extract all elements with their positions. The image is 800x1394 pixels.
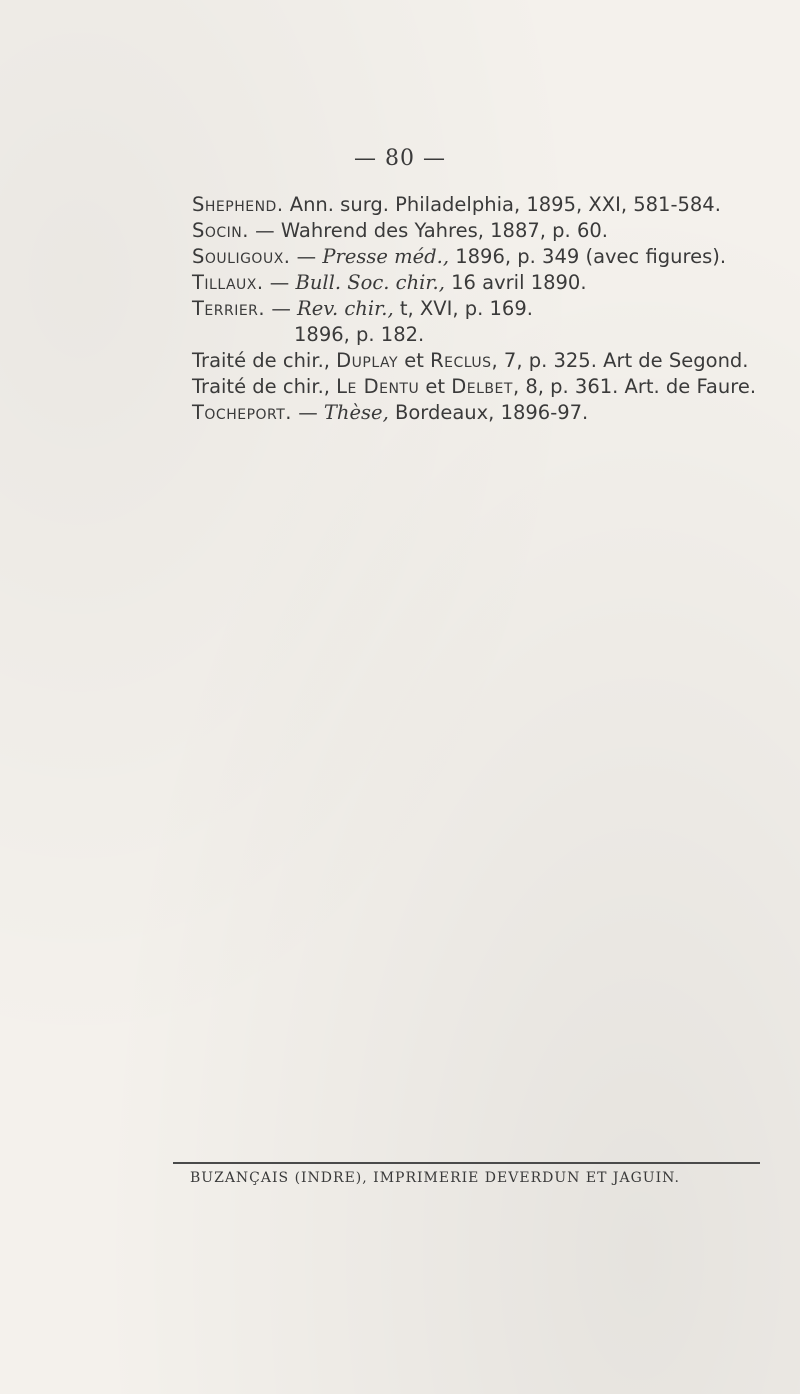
- reference-text: Bordeaux, 1896-97.: [388, 401, 589, 424]
- reference-author: Delbet: [451, 375, 513, 398]
- reference-terrier: [192, 296, 533, 322]
- reference-text: 1896, p. 349 (avec figures).: [449, 245, 727, 268]
- reference-author: Terrier.: [192, 297, 266, 320]
- reference-journal: Rev. chir.,: [297, 297, 394, 320]
- footer-rule: [173, 1162, 760, 1164]
- reference-tocheport: [192, 400, 588, 426]
- reference-author: Reclus: [430, 349, 492, 372]
- page-number: — 80 —: [354, 146, 446, 171]
- reference-dash: —: [263, 271, 296, 294]
- reference-text: t, XVI, p. 169.: [393, 297, 533, 320]
- reference-author: Tillaux.: [192, 271, 264, 294]
- printer-imprint: BUZANÇAIS (INDRE), IMPRIMERIE DEVERDUN ET JAGUIN.: [190, 1170, 680, 1186]
- reference-text: , 7, p. 325. Art de Segond.: [491, 349, 749, 372]
- reference-author: Tocheport.: [192, 401, 293, 424]
- reference-text: Traité de chir.,: [192, 375, 337, 398]
- reference-text: , 8, p. 361. Art. de Faure.: [512, 375, 757, 398]
- reference-terrier-continued: [294, 322, 424, 348]
- reference-author: Souligoux.: [192, 245, 291, 268]
- reference-author: Socin.: [192, 219, 249, 242]
- reference-text: 1896, p. 182.: [294, 323, 425, 346]
- reference-text: et: [398, 349, 431, 372]
- reference-text: — Wahrend des Yahres, 1887, p. 60.: [248, 219, 608, 242]
- reference-dash: —: [292, 401, 324, 424]
- reference-text: 16 avril 1890.: [444, 271, 587, 294]
- reference-socin: [192, 218, 608, 244]
- reference-souligoux: [192, 244, 726, 270]
- reference-dash: —: [265, 297, 298, 320]
- reference-author: Shephend.: [192, 193, 284, 216]
- reference-author: Le Dentu: [336, 375, 420, 398]
- reference-journal: Thèse,: [323, 401, 389, 424]
- reference-author: Duplay: [336, 349, 399, 372]
- reference-text: Ann. surg. Philadelphia, 1895, XXI, 581-584.: [283, 193, 721, 216]
- reference-dash: —: [290, 245, 323, 268]
- reference-journal: Presse méd.,: [322, 245, 450, 268]
- reference-journal: Bull. Soc. chir.,: [295, 271, 445, 294]
- reference-traite-le-dentu: [192, 374, 756, 400]
- reference-tillaux: [192, 270, 587, 296]
- reference-text: et: [419, 375, 452, 398]
- reference-traite-duplay: [192, 348, 749, 374]
- reference-shephend: [192, 192, 721, 218]
- reference-text: Traité de chir.,: [192, 349, 337, 372]
